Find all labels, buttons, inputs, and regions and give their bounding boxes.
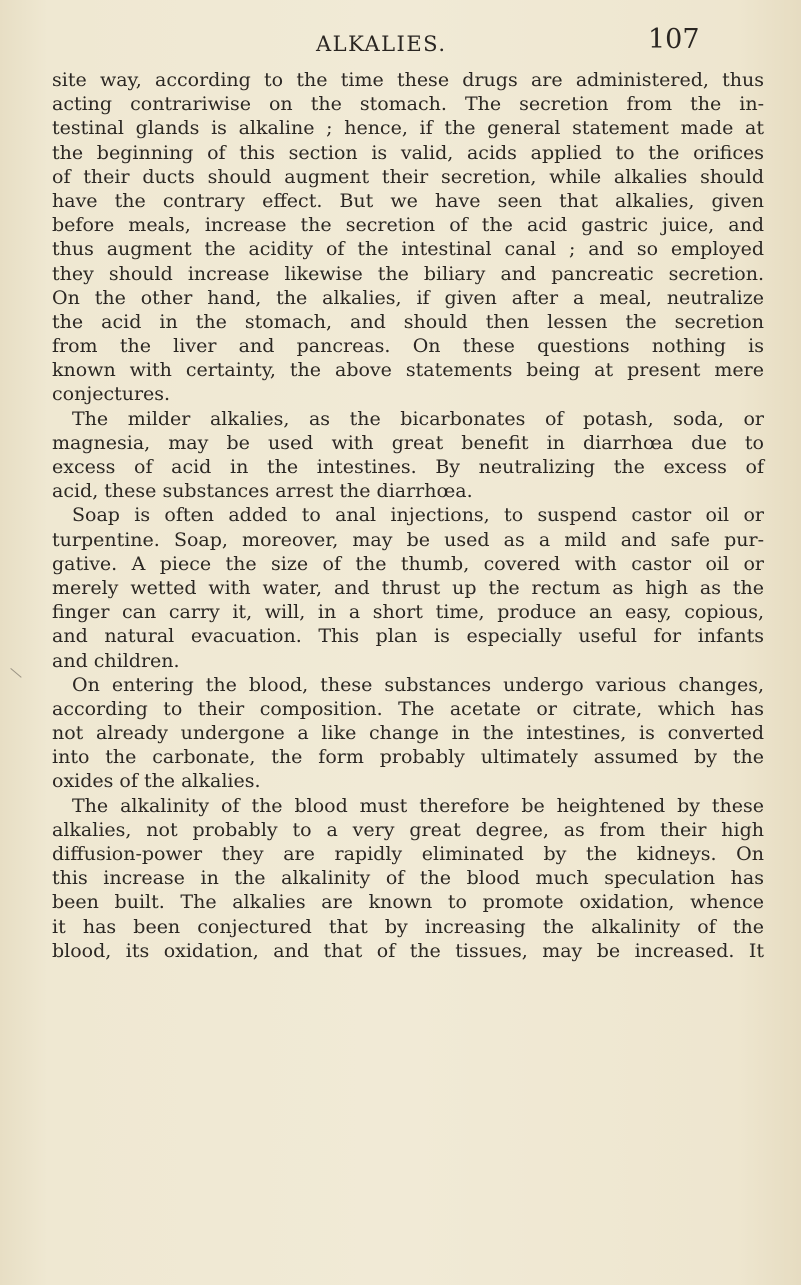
text-line: thus augment the acidity of the intestinal canal ; and so employed — [52, 238, 764, 261]
text-line: blood, its oxidation, and that of the tissues, may be increased. It — [52, 939, 764, 962]
text-line: oxides of the alkalies. — [52, 770, 261, 793]
text-line: have the contrary effect. But we have seen that alkalies, given — [52, 189, 764, 212]
running-head: ALKALIES. — [316, 32, 447, 56]
text-line: excess of acid in the intestines. By neutralizing the excess of — [52, 456, 764, 478]
text-line: not already undergone a like change in the intestines, is converted — [52, 722, 764, 745]
text-line: it has been conjectured that by increasing the alkalinity of the — [52, 915, 764, 938]
text-line: of their ducts should augment their secretion, while alkalies should — [52, 165, 764, 188]
text-line: alkalies, not probably to a very great degree, as from their high — [52, 818, 764, 841]
page-number: 107 — [648, 24, 700, 55]
text-line: and natural evacuation. This plan is especially useful for infants — [52, 625, 764, 648]
text-line: The alkalinity of the blood must therefore be heightened by these — [72, 794, 764, 817]
text-line: acting contrariwise on the stomach. The secretion from the in- — [52, 93, 764, 116]
text-line: On entering the blood, these substances undergo various changes, — [72, 673, 764, 696]
text-line: acid, these substances arrest the diarrhœa. — [52, 480, 473, 503]
text-line: turpentine. Soap, moreover, may be used as a mild and safe pur- — [52, 528, 764, 551]
text-line: the acid in the stomach, and should then lessen the secretion — [52, 310, 764, 333]
text-line: before meals, increase the secretion of the acid gastric juice, and — [52, 214, 764, 237]
text-line: according to their composition. The acetate or citrate, which has — [52, 697, 764, 720]
margin-mark — [8, 668, 21, 680]
text-line: they should increase likewise the biliary and pancreatic secretion. — [52, 262, 764, 285]
text-line: into the carbonate, the form probably ultimately assumed by the — [52, 746, 764, 769]
text-line: been built. The alkalies are known to promote oxidation, whence — [52, 891, 764, 914]
text-line: conjectures. — [52, 383, 171, 406]
text-line: Soap is often added to anal injections, to suspend castor oil or — [72, 504, 764, 527]
text-line: magnesia, may be used with great benefit in diarrhœa due to — [52, 431, 764, 454]
text-line: and children. — [52, 649, 180, 672]
body-text — [52, 68, 764, 963]
text-line: gative. A piece the size of the thumb, covered with castor oil or — [52, 552, 764, 575]
text-line: the beginning of this section is valid, acids applied to the orifices — [52, 141, 764, 164]
text-line: diffusion-power they are rapidly eliminated by the kidneys. On — [52, 843, 764, 865]
text-line: from the liver and pancreas. On these questions nothing is — [52, 335, 764, 358]
text-line: On the other hand, the alkalies, if given after a meal, neutralize — [52, 286, 764, 309]
text-line: merely wetted with water, and thrust up the rectum as high as the — [52, 576, 764, 599]
text-line: finger can carry it, will, in a short time, produce an easy, copious, — [52, 601, 764, 624]
text-line: known with certainty, the above statements being at present mere — [52, 359, 764, 382]
text-line: site way, according to the time these drugs are administered, thus — [52, 69, 764, 91]
page-header — [0, 24, 801, 64]
text-line: this increase in the alkalinity of the blood much speculation has — [52, 867, 764, 890]
text-line: The milder alkalies, as the bicarbonates of potash, soda, or — [72, 407, 764, 430]
text-line: testinal glands is alkaline ; hence, if the general statement made at — [52, 117, 764, 140]
